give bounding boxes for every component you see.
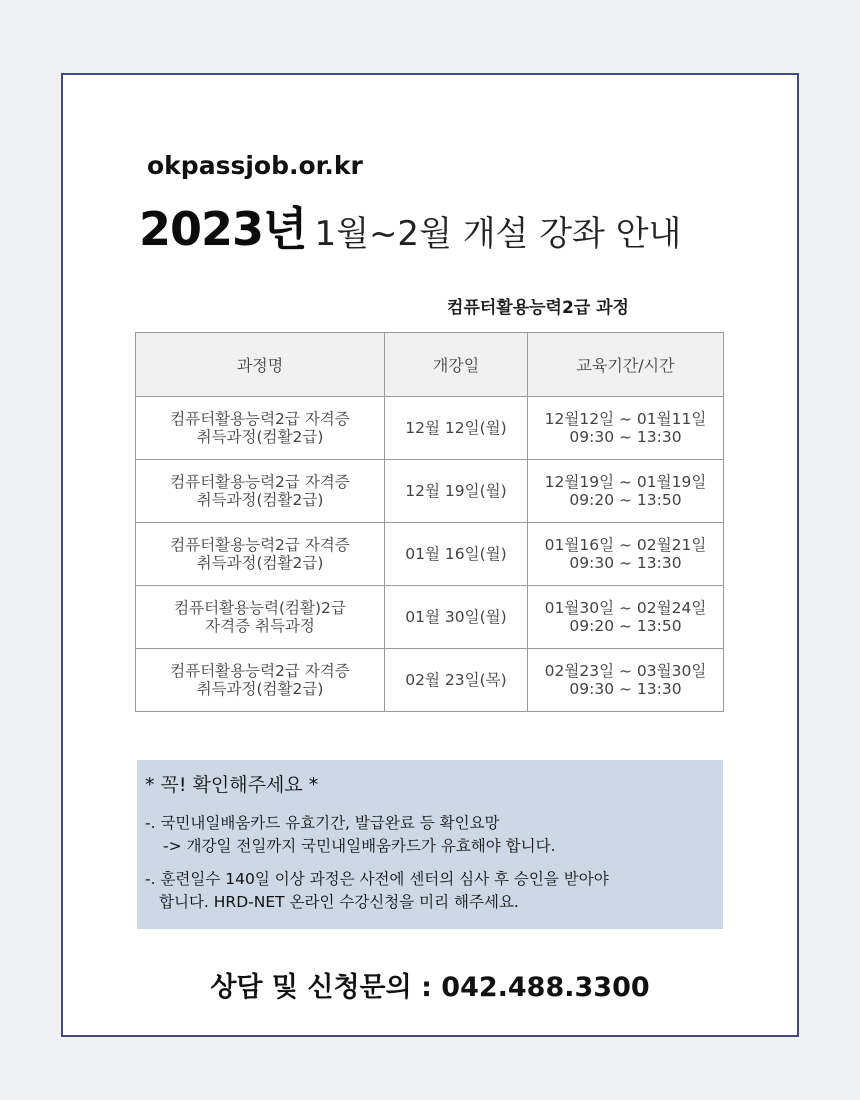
start-date-cell: 01월 16일(월): [385, 523, 528, 586]
notice-line: -. 훈련일수 140일 이상 과정은 사전에 센터의 심사 후 승인을 받아야: [145, 870, 609, 888]
course-name-cell: [136, 460, 385, 523]
period-cell: [528, 586, 724, 649]
course-name-line: 컴퓨터활용능력2급 자격증: [170, 410, 350, 428]
period-time: 09:30 ~ 13:30: [569, 680, 682, 698]
course-name-line: 취득과정(컴활2급): [196, 428, 324, 446]
start-date-cell: 12월 12일(월): [385, 397, 528, 460]
table-row: [136, 397, 724, 460]
notice-item: [145, 868, 609, 914]
period-time: 09:30 ~ 13:30: [569, 428, 682, 446]
notice-line: 합니다. HRD-NET 온라인 수강신청을 미리 해주세요.: [159, 893, 519, 911]
course-name-line: 컴퓨터활용능력2급 자격증: [170, 662, 350, 680]
course-name-cell: [136, 586, 385, 649]
course-name-line: 자격증 취득과정: [205, 617, 315, 635]
period-dates: 01월30일 ~ 02월24일: [544, 599, 707, 617]
flyer-card: [61, 73, 799, 1037]
period-dates: 01월16일 ~ 02월21일: [544, 536, 707, 554]
course-name-line: 컴퓨터활용능력(컴활)2급: [174, 599, 346, 617]
course-name-cell: [136, 397, 385, 460]
column-header-course-name: 과정명: [136, 333, 385, 397]
course-name-cell: [136, 523, 385, 586]
column-header-start-date: 개강일: [385, 333, 528, 397]
period-time: 09:30 ~ 13:30: [569, 554, 682, 572]
notice-line: -> 개강일 전일까지 국민내일배움카드가 유효해야 합니다.: [163, 837, 556, 855]
table-row: [136, 586, 724, 649]
contact-info: 상담 및 신청문의 : 042.488.3300: [210, 972, 650, 1003]
course-name-line: 취득과정(컴활2급): [196, 680, 324, 698]
start-date-cell: 02월 23일(목): [385, 649, 528, 712]
notice-box: [137, 760, 723, 929]
notice-line: -. 국민내일배움카드 유효기간, 발급완료 등 확인요망: [145, 814, 500, 832]
period-dates: 12월12일 ~ 01월11일: [544, 410, 707, 428]
title-year: 2023년: [139, 202, 307, 256]
column-header-period: 교육기간/시간: [528, 333, 724, 397]
title-subtitle: 1월~2월 개설 강좌 안내: [314, 214, 682, 254]
site-url: okpassjob.or.kr: [147, 151, 363, 180]
period-cell: [528, 397, 724, 460]
start-date-cell: 01월 30일(월): [385, 586, 528, 649]
period-dates: 12월19일 ~ 01월19일: [544, 473, 707, 491]
page-title: [139, 193, 681, 259]
start-date-cell: 12월 19일(월): [385, 460, 528, 523]
table-row: [136, 460, 724, 523]
period-cell: [528, 649, 724, 712]
period-time: 09:20 ~ 13:50: [569, 491, 682, 509]
notice-title: * 꼭! 확인해주세요 *: [145, 774, 319, 796]
period-dates: 02월23일 ~ 03월30일: [544, 662, 707, 680]
table-row: [136, 523, 724, 586]
course-title: 컴퓨터활용능력2급 과정: [447, 298, 629, 318]
period-cell: [528, 460, 724, 523]
course-name-line: 취득과정(컴활2급): [196, 554, 324, 572]
period-time: 09:20 ~ 13:50: [569, 617, 682, 635]
course-name-line: 컴퓨터활용능력2급 자격증: [170, 473, 350, 491]
period-cell: [528, 523, 724, 586]
table-row: [136, 649, 724, 712]
table-header-row: [136, 333, 724, 397]
notice-item: [145, 812, 556, 858]
course-name-line: 취득과정(컴활2급): [196, 491, 324, 509]
schedule-table: [135, 332, 724, 712]
course-name-cell: [136, 649, 385, 712]
course-name-line: 컴퓨터활용능력2급 자격증: [170, 536, 350, 554]
